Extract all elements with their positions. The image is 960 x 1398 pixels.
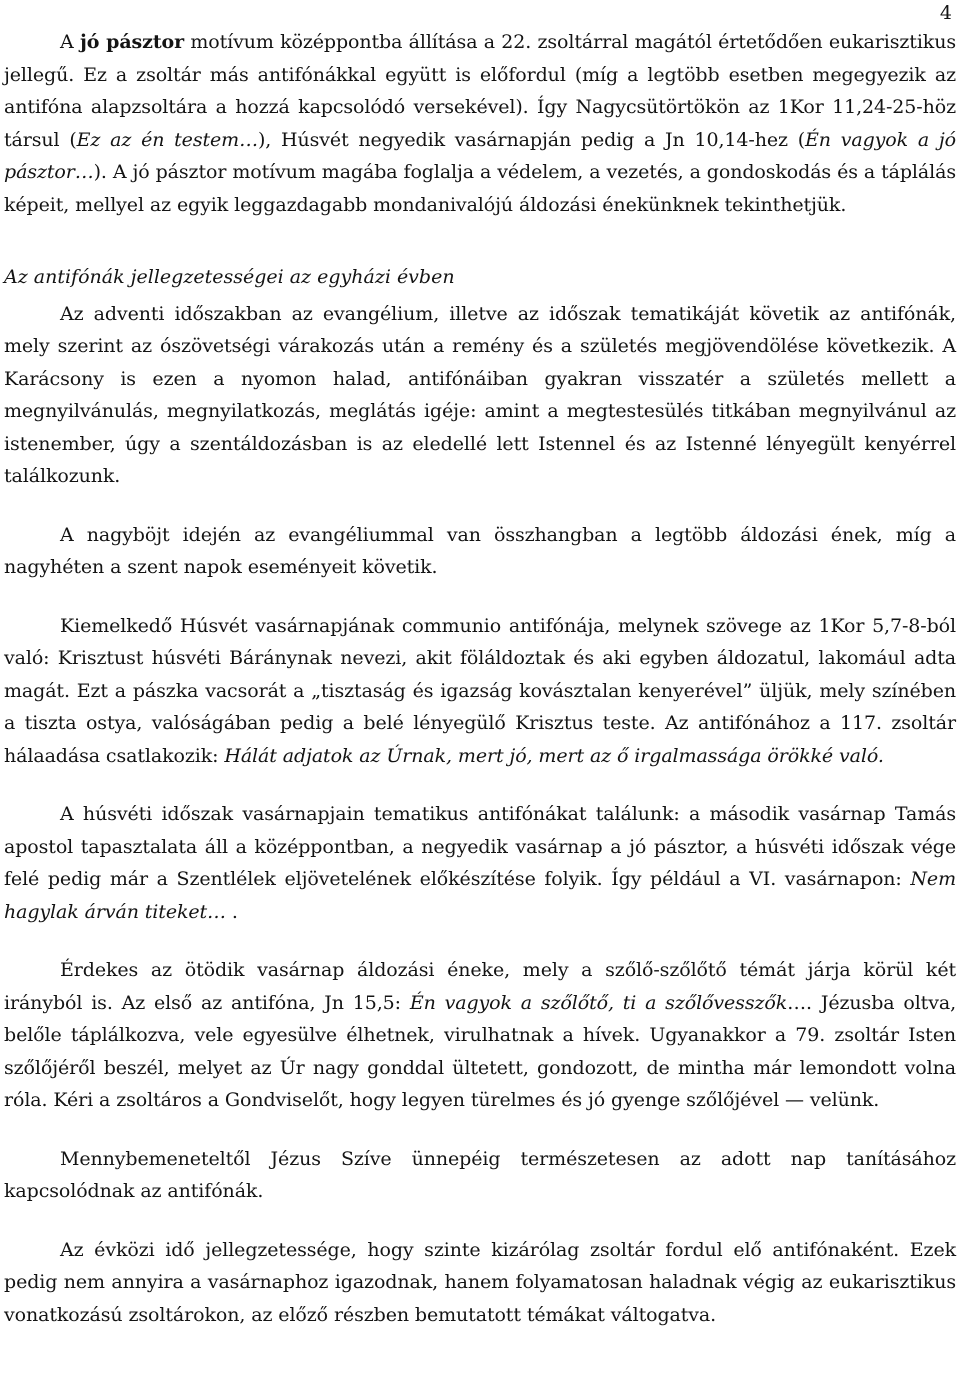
- text-run: A húsvéti időszak vasárnapjain tematikus antifónákat találunk: a második vasárnap Tamás apostol tapasztalata áll a középpontban, a negyedik vasárnap a jó pásztor, a húsvéti időszak vége felé pedig már a Szentlélek eljövetelének előkészítése folyik. Így például a VI. vasárnapon:: [4, 803, 956, 890]
- document-body: [4, 26, 956, 1357]
- text-run: ). A jó pásztor motívum magába foglalja a védelem, a vezetés, a gondoskodás és a táplálás képeit, mellyel az egyik leggazdagabb mondanivalójú áldozási énekünknek tekinthetjük.: [4, 161, 956, 216]
- text-run: ), Húsvét negyedik vasárnapján pedig a Jn 10,14-hez (: [257, 128, 806, 151]
- paragraph-evkozi-ido: Az évközi idő jellegzetessége, hogy szinte kizárólag zsoltár fordul elő antifónaként. Ezek pedig nem annyira a vasárnaphoz igazodnak, hanem folyamatosan haladnak végig az eukarisztikus vonatkozású zsoltárokon, az előző részben bemutatott témákat váltogatva.: [4, 1238, 956, 1326]
- italic-quote: Hálát adjatok az Úrnak, mert jó, mert az ő irgalmassága örökké való.: [224, 744, 884, 767]
- text-run: .: [231, 900, 238, 923]
- italic-quote: Nem hagylak árván titeket…: [4, 868, 956, 923]
- text-run: …. Jézusba oltva, belőle táplálkozva, vele egyesülve élhetnek, virulhatnak a hívek. Ugyanakkor a 79. zsoltár Isten szőlőjéről beszél, melyet az Úr nagy gonddal ültetett, gondozott, de mintha már lemondott volna róla. Kéri a zsoltáros a Gondviselőt, hogy legyen türelmes és jó gyenge szőlőjével — velünk.: [4, 991, 957, 1111]
- paragraph-husveti-idoszak: [4, 798, 956, 928]
- paragraph-husvet-vasarnap: [4, 610, 956, 773]
- italic-quote: Én vagyok a jó pásztor…: [4, 128, 957, 183]
- paragraph-otodik-vasarnap: [4, 954, 956, 1117]
- italic-quote: Ez az én testem…: [76, 128, 258, 151]
- text-run: Kiemelkedő Húsvét vasárnapjának communio antifónája, melynek szövege az 1Kor 5,7-8-ból való: Krisztust húsvéti Báránynak nevezi, akit föláldoztak és aki egyben áldozatul, lakomául adta magát. Ezt a pászka vacsorát a „tisztaság és igazság kovásztalan kenyerével” üljük, mely színében a tiszta ostya, valóságában pedig a belé lényegülő Krisztus teste. Az antifónához a 117. zsoltár hálaadása csatlakozik:: [4, 614, 956, 767]
- text-run: A: [60, 31, 80, 53]
- italic-quote: Én vagyok a szőlőtő, ti a szőlővesszők: [409, 991, 788, 1014]
- paragraph-nagyboejt: A nagyböjt idején az evangéliummal van összhangban a legtöbb áldozási ének, míg a nagyhéten a szent napok eseményeit követik.: [4, 523, 956, 578]
- paragraph-advent: Az adventi időszakban az evangélium, illetve az időszak tematikáját követik az antifónák, mely szerint az ószövetségi várakozás után a remény és a születés megjövendölése következik. A Karácsony is ezen a nyomon halad, antifónáiban gyakran visszatér a születés mellett a megnyilvánulás, megnyilatkozás, meglátás igéje: amint a megtestesülés titkában megnyilvánul az istenember, úgy a szentáldozásban is az eledellé lett Istennel és az Istenné lényegült kenyérrel találkozunk.: [4, 302, 956, 487]
- bold-term: jó pásztor: [79, 31, 185, 53]
- paragraph-mennybemenetel: Mennybemeneteltől Jézus Szíve ünnepéig természetesen az adott nap tanításához kapcsolódnak az antifónák.: [4, 1147, 956, 1202]
- text-run: Érdekes az ötödik vasárnap áldozási éneke, mely a szőlő-szőlőtő témát járja körül két irányból is. Az első az antifóna, Jn 15,5:: [4, 959, 956, 1014]
- text-run: motívum középpontba állítása a 22. zsoltárral magától értetődően eukarisztikus jellegű. Ez a zsoltár más antifónákkal együtt is előfordul (míg a legtöbb esetben megegyezik az antifóna alapzsoltára a hozzá kapcsolódó versekével). Így Nagycsütörtökön az 1Kor 11,24-25-höz társul (: [4, 31, 956, 151]
- paragraph-jo-pasztor: [4, 26, 956, 221]
- section-heading: Az antifónák jellegzetességei az egyházi évben: [4, 266, 455, 288]
- page-number: 4: [939, 2, 952, 24]
